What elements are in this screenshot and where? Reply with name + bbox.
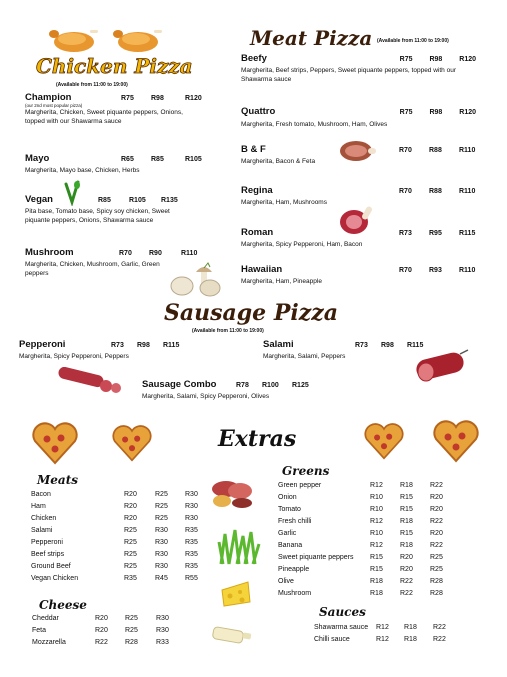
extra-price: R30: [185, 503, 198, 510]
extra-price: R35: [124, 575, 137, 582]
extra-price: R25: [430, 566, 443, 573]
table-row: [314, 622, 474, 634]
item-name: Vegan: [25, 194, 53, 205]
extra-price: R20: [95, 627, 108, 634]
roast-chicken-icon: [110, 24, 164, 54]
heart-pizza-icon: [363, 422, 405, 460]
menu-item-roman: [241, 227, 476, 249]
item-name: Mayo: [25, 153, 50, 164]
extra-price: R30: [155, 563, 168, 570]
extra-price: R20: [124, 515, 137, 522]
table-row: [278, 576, 458, 588]
extra-name: Vegan Chicken: [31, 575, 79, 582]
item-description: Margherita, Ham, Pineapple: [241, 278, 322, 285]
extra-price: R35: [185, 563, 198, 570]
extra-price: R28: [430, 578, 443, 585]
extra-price: R22: [95, 639, 108, 646]
extra-name: Mushroom: [278, 590, 312, 597]
extra-price: R25: [125, 615, 138, 622]
extra-price: R25: [155, 515, 168, 522]
extra-price: R18: [370, 590, 383, 597]
price-large: R115: [459, 230, 476, 237]
price-small: R85: [98, 197, 111, 204]
menu-item-mayo: [25, 153, 225, 175]
table-row: [31, 525, 211, 537]
item-description: Pita base, Tomato base, Spicy soy chicken, Sweet piquante peppers, Onions, Shawarma sauce: [25, 208, 170, 224]
extra-price: R18: [404, 624, 417, 631]
extra-price: R30: [185, 515, 198, 522]
price-small: R75: [399, 109, 413, 116]
table-row: [278, 504, 458, 516]
extra-price: R15: [400, 530, 413, 537]
meat-pizza-title: Meat Pizza: [250, 26, 373, 50]
extra-name: Ham: [31, 503, 46, 510]
extra-name: Fresh chilli: [278, 518, 312, 525]
item-description: Margherita, Salami, Spicy Pepperoni, Olives: [142, 393, 270, 400]
price-medium: R95: [429, 230, 442, 237]
table-row: [32, 637, 212, 649]
meats-heading: Meats: [37, 473, 78, 487]
extra-price: R20: [430, 530, 443, 537]
menu-item-quattro: [241, 106, 476, 129]
extra-price: R20: [400, 554, 413, 561]
extra-price: R22: [430, 542, 443, 549]
price-medium: R88: [429, 147, 442, 154]
price-small: R65: [121, 156, 134, 163]
extra-name: Chicken: [31, 515, 57, 522]
extra-name: Bacon: [31, 491, 51, 498]
item-note: (our 2nd most popular pizza): [25, 103, 83, 108]
extra-name: Olive: [278, 578, 294, 585]
item-description: Margherita, Mayo base, Chicken, Herbs: [25, 167, 140, 174]
extra-price: R25: [155, 491, 168, 498]
price-medium: R98: [151, 95, 164, 102]
table-row: [278, 552, 458, 564]
table-row: [31, 489, 211, 501]
extra-price: R22: [400, 590, 413, 597]
price-large: R120: [459, 109, 476, 116]
extra-name: Onion: [278, 494, 297, 501]
price-large: R110: [459, 188, 476, 195]
extra-name: Garlic: [278, 530, 297, 537]
price-medium: R93: [429, 267, 442, 274]
item-description: Margherita, Salami, Peppers: [263, 353, 346, 360]
extra-price: R28: [430, 590, 443, 597]
extra-price: R10: [370, 506, 383, 513]
price-large: R115: [163, 342, 180, 349]
extra-price: R30: [156, 627, 169, 634]
table-row: [278, 528, 458, 540]
heart-pizza-icon: [111, 424, 153, 462]
sausage-availability: (Available from 11:00 to 19:00): [192, 328, 264, 334]
item-description: Margherita, Ham, Mushrooms: [241, 199, 327, 206]
price-medium: R90: [149, 250, 162, 257]
extra-name: Sweet piquante peppers: [278, 554, 354, 561]
mushroom-garlic-icon: [168, 262, 224, 298]
extra-price: R25: [430, 554, 443, 561]
extra-price: R30: [155, 527, 168, 534]
grass-icon: [217, 526, 261, 566]
table-row: [278, 516, 458, 528]
item-name: Champion: [25, 92, 72, 103]
price-large: R120: [185, 95, 202, 102]
price-large: R135: [161, 197, 178, 204]
menu-item-sausage-combo: [142, 379, 362, 401]
extra-price: R22: [430, 482, 443, 489]
extra-name: Salami: [31, 527, 53, 534]
item-description: Margherita, Fresh tomato, Mushroom, Ham, Olives: [241, 121, 388, 128]
price-medium: R85: [151, 156, 164, 163]
item-name: Hawaiian: [241, 264, 283, 275]
extra-price: R25: [124, 551, 137, 558]
extra-name: Ground Beef: [31, 563, 71, 570]
extra-price: R25: [125, 627, 138, 634]
sauce-tube-icon: [211, 625, 255, 645]
item-name: Pepperoni: [19, 339, 66, 350]
extra-price: R28: [125, 639, 138, 646]
table-row: [278, 540, 458, 552]
price-large: R120: [459, 56, 476, 63]
extra-price: R22: [400, 578, 413, 585]
sausage-pizza-title: Sausage Pizza: [164, 300, 338, 326]
chicken-availability: (Available from 11:00 to 19:00): [56, 82, 128, 88]
price-small: R70: [119, 250, 132, 257]
extra-price: R55: [185, 575, 198, 582]
extra-price: R35: [185, 551, 198, 558]
price-small: R73: [355, 342, 368, 349]
table-row: [314, 634, 474, 646]
price-medium: R100: [262, 382, 279, 389]
table-row: [31, 573, 211, 585]
menu-item-beefy: [241, 53, 476, 84]
extra-name: Cheddar: [32, 615, 59, 622]
extra-price: R25: [124, 563, 137, 570]
item-description: Margherita, Chicken, Sweet piquante peppers, Onions, topped with our Shawarma sauce: [25, 109, 183, 125]
cheese-heading: Cheese: [39, 598, 87, 612]
extra-price: R22: [433, 624, 446, 631]
item-description: Margherita, Beef strips, Peppers, Sweet piquante peppers, topped with our Shawarma sauce: [241, 67, 456, 83]
meat-cuts-icon: [208, 475, 258, 511]
item-name: Beefy: [241, 53, 267, 64]
extra-price: R30: [156, 615, 169, 622]
roast-chicken-icon: [46, 24, 100, 54]
item-description: Margherita, Chicken, Mushroom, Garlic, Green peppers: [25, 261, 160, 277]
table-row: [31, 549, 211, 561]
price-medium: R98: [381, 342, 394, 349]
table-row: [278, 480, 458, 492]
price-small: R73: [399, 230, 412, 237]
table-row: [31, 537, 211, 549]
extra-price: R22: [430, 518, 443, 525]
table-row: [32, 613, 212, 625]
extra-price: R35: [185, 527, 198, 534]
table-row: [31, 501, 211, 513]
extra-name: Beef strips: [31, 551, 65, 558]
price-small: R75: [121, 95, 134, 102]
extra-price: R18: [404, 636, 417, 643]
price-small: R70: [399, 267, 412, 274]
chicken-icons: [46, 24, 166, 54]
price-small: R73: [111, 342, 124, 349]
extra-price: R18: [400, 542, 413, 549]
extra-price: R20: [430, 494, 443, 501]
menu-item-hawaiian: [241, 264, 476, 286]
price-large: R110: [459, 267, 476, 274]
extra-price: R30: [155, 539, 168, 546]
extra-price: R33: [156, 639, 169, 646]
price-large: R125: [292, 382, 309, 389]
price-small: R70: [399, 188, 412, 195]
item-description: Margherita, Spicy Pepperoni, Peppers: [19, 353, 129, 360]
price-small: R78: [236, 382, 249, 389]
menu-item-pepperoni: [19, 339, 239, 361]
extra-price: R25: [124, 527, 137, 534]
extra-price: R20: [400, 566, 413, 573]
price-large: R105: [185, 156, 202, 163]
item-name: Salami: [263, 339, 294, 350]
table-row: [31, 561, 211, 573]
extra-price: R22: [433, 636, 446, 643]
extra-price: R12: [376, 636, 389, 643]
extra-price: R25: [155, 503, 168, 510]
extra-price: R18: [370, 578, 383, 585]
table-row: [31, 513, 211, 525]
price-medium: R98: [429, 109, 443, 116]
cheese-table: [32, 613, 212, 653]
item-name: Sausage Combo: [142, 379, 217, 390]
extra-name: Feta: [32, 627, 47, 634]
extra-price: R45: [155, 575, 168, 582]
item-description: Margherita, Bacon & Feta: [241, 158, 316, 165]
heart-pizza-icon: [432, 419, 480, 463]
table-row: [278, 564, 458, 576]
menu-item-vegan: [25, 194, 225, 225]
chicken-pizza-title: Chicken Pizza: [36, 54, 193, 78]
meat-availability: (Available from 11:00 to 19:00): [377, 38, 449, 44]
extra-price: R18: [400, 518, 413, 525]
extra-price: R15: [400, 506, 413, 513]
extra-price: R20: [124, 503, 137, 510]
item-description: Margherita, Spicy Pepperoni, Ham, Bacon: [241, 241, 363, 248]
table-row: [32, 625, 212, 637]
table-row: [278, 492, 458, 504]
extra-price: R20: [124, 491, 137, 498]
menu-item-b-and-f: [241, 144, 476, 166]
sausage-icon: [56, 367, 122, 395]
item-name: Regina: [241, 185, 273, 196]
extra-name: Pineapple: [278, 566, 310, 573]
extras-title: Extras: [218, 426, 297, 452]
extra-name: Tomato: [278, 506, 301, 513]
price-medium: R105: [129, 197, 146, 204]
extra-name: Shawarma sauce: [314, 624, 369, 631]
extra-name: Chilli sauce: [314, 636, 350, 643]
price-small: R75: [399, 56, 413, 63]
price-medium: R98: [429, 56, 443, 63]
sauces-heading: Sauces: [319, 605, 366, 619]
price-large: R110: [181, 250, 198, 257]
extra-price: R20: [430, 506, 443, 513]
price-large: R110: [459, 147, 476, 154]
extra-name: Green pepper: [278, 482, 322, 489]
item-name: Mushroom: [25, 247, 74, 258]
item-name: B & F: [241, 144, 266, 155]
extra-price: R30: [185, 491, 198, 498]
extra-name: Mozzarella: [32, 639, 66, 646]
extra-price: R10: [370, 530, 383, 537]
extra-price: R15: [400, 494, 413, 501]
extra-price: R30: [155, 551, 168, 558]
extra-price: R10: [370, 494, 383, 501]
extra-price: R35: [185, 539, 198, 546]
heart-pizza-icon: [31, 421, 79, 465]
extra-name: Banana: [278, 542, 303, 549]
price-medium: R88: [429, 188, 442, 195]
extra-price: R12: [370, 482, 383, 489]
sauces-table: [314, 622, 474, 648]
extra-price: R25: [124, 539, 137, 546]
item-name: Quattro: [241, 106, 276, 117]
extra-price: R12: [376, 624, 389, 631]
price-small: R70: [399, 147, 412, 154]
greens-table: [278, 480, 458, 602]
extra-price: R20: [95, 615, 108, 622]
meats-table: [31, 489, 211, 589]
table-row: [278, 588, 458, 600]
extra-name: Pepperoni: [31, 539, 63, 546]
extra-price: R18: [400, 482, 413, 489]
menu-item-champion: [25, 92, 225, 126]
extra-price: R15: [370, 566, 383, 573]
cheese-icon: [220, 578, 252, 608]
price-large: R115: [407, 342, 424, 349]
extra-price: R15: [370, 554, 383, 561]
greens-heading: Greens: [282, 464, 330, 478]
item-name: Roman: [241, 227, 274, 238]
salami-icon: [412, 348, 474, 384]
extra-price: R12: [370, 518, 383, 525]
extra-price: R12: [370, 542, 383, 549]
price-medium: R98: [137, 342, 150, 349]
